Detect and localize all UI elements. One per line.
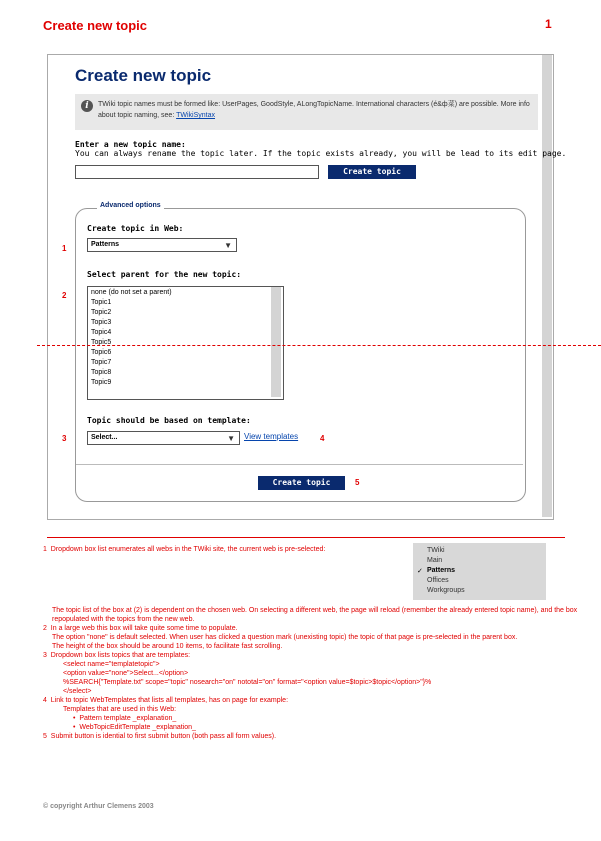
parent-option[interactable]: Topic8 [91, 369, 112, 376]
note-text: Link to topic WebTemplates that lists all templates, has on page for example: [50, 697, 289, 704]
parent-option[interactable]: Topic7 [91, 359, 112, 366]
dropdown-arrow-icon: ▼ [227, 434, 235, 443]
note-number: 5 [43, 733, 47, 740]
marker-2: 2 [62, 291, 67, 300]
advanced-options-legend: Advanced options [97, 202, 164, 209]
divider [76, 464, 523, 465]
web-list-item: TWiki [427, 547, 445, 554]
parent-option[interactable]: Topic2 [91, 309, 112, 316]
note-text: Submit button is idential to first submit button (both pass all form values). [50, 733, 277, 740]
note-text: In a large web this box will take quite some time to populate. [50, 625, 238, 632]
parent-option[interactable]: Topic1 [91, 299, 112, 306]
info-text [98, 99, 533, 121]
info-text-body: TWiki topic names must be formed like: UserPages, GoodStyle, ALongTopicName. International characters (é&ф菜) are possible. More info about topic naming, see: [98, 101, 530, 119]
parent-option[interactable]: Topic9 [91, 379, 112, 386]
page-number: 1 [545, 17, 552, 31]
parent-option[interactable]: Topic5 [91, 339, 112, 346]
parent-listbox[interactable] [87, 286, 284, 400]
note-text: Dropdown box list enumerates all webs in the TWiki site, the current web is pre-selected: [50, 546, 326, 553]
note-number: 1 [43, 546, 47, 553]
view-templates-link[interactable]: View templates [244, 432, 299, 441]
create-topic-button[interactable]: Create topic [328, 165, 416, 179]
page-title: Create new topic [43, 18, 148, 33]
note-number: 2 [43, 625, 47, 632]
note-5 [43, 732, 593, 741]
note-4c: • Pattern template _explanation_ [73, 715, 177, 722]
note-number: 4 [43, 697, 47, 704]
topic-name-label: Enter a new topic name: [75, 140, 186, 149]
checkmark-icon: ✓ [417, 568, 423, 575]
web-select[interactable] [87, 238, 237, 252]
annotation-notes [43, 545, 593, 741]
web-list-item: Workgroups [427, 587, 465, 594]
note-4b: Templates that are used in this Web: [63, 706, 177, 713]
marker-3: 3 [62, 434, 67, 443]
page-scrollbar[interactable] [542, 55, 552, 517]
form-title: Create new topic [75, 66, 212, 85]
create-topic-button-2[interactable]: Create topic [258, 476, 345, 490]
copyright: © copyright Arthur Clemens 2003 [43, 803, 154, 810]
web-list-item: Main [427, 557, 443, 564]
topic-name-input[interactable] [75, 165, 319, 179]
code-line: <option value="none">Select...</option> [63, 670, 189, 677]
code-line: %SEARCH{"Template.txt" scope="topic" nosearch="on" nototal="on" format="<option value=$topic>$topic</option>"}% [63, 679, 432, 686]
note-number: 3 [43, 652, 47, 659]
code-line: <select name="templatetopic"> [63, 661, 160, 668]
parent-option[interactable]: Topic3 [91, 319, 112, 326]
parent-option[interactable]: Topic6 [91, 349, 112, 356]
parent-option[interactable]: none (do not set a parent) [91, 289, 172, 296]
marker-5: 5 [355, 478, 360, 487]
note-4c-text: Pattern template _explanation_ [79, 715, 177, 722]
note-1 [43, 545, 403, 554]
note-text: Dropdown box lists topics that are templates: [50, 652, 191, 659]
web-list-item-selected: Patterns [427, 567, 456, 574]
annotation-separator [47, 537, 565, 538]
note-4d-text: WebTopicEditTemplate _explanation_ [79, 724, 196, 731]
note-4 [43, 696, 593, 705]
note-2c: The height of the box should be around 10 items, to facilitate fast scrolling. [52, 643, 283, 650]
note-3 [43, 651, 593, 660]
web-list-item: Offices [427, 577, 449, 584]
web-label: Create topic in Web: [87, 224, 184, 233]
info-icon: i [81, 100, 93, 112]
topic-name-help: You can always rename the topic later. If the topic exists already, you will be lead to its edit page. [75, 149, 567, 158]
note-1b: The topic list of the box at (2) is dependent on the chosen web. On selecting a different web, the page will reload (remember the already entered topic name), and the box repopulated with the topics from the new web. [52, 607, 578, 623]
marker-4: 4 [320, 434, 325, 443]
parent-label: Select parent for the new topic: [87, 270, 242, 279]
note-2b: The option "none" is default selected. When user has clicked a question mark (unexisting topic) the topic of that page is pre-selected in the parent box. [52, 634, 518, 641]
note-2 [43, 624, 593, 633]
template-label: Topic should be based on template: [87, 416, 251, 425]
web-select-value: Patterns [91, 241, 120, 248]
marker-1: 1 [62, 244, 67, 253]
parent-option[interactable]: Topic4 [91, 329, 112, 336]
template-select[interactable] [87, 431, 240, 445]
parent-list-scrollbar[interactable] [271, 287, 281, 397]
dropdown-arrow-icon: ▼ [224, 241, 232, 250]
fold-line [37, 345, 601, 346]
code-line: </select> [63, 688, 92, 695]
note-4d: • WebTopicEditTemplate _explanation_ [73, 724, 196, 731]
twikisyntax-link[interactable]: TWikiSyntax [176, 112, 216, 119]
template-select-value: Select... [91, 434, 118, 441]
